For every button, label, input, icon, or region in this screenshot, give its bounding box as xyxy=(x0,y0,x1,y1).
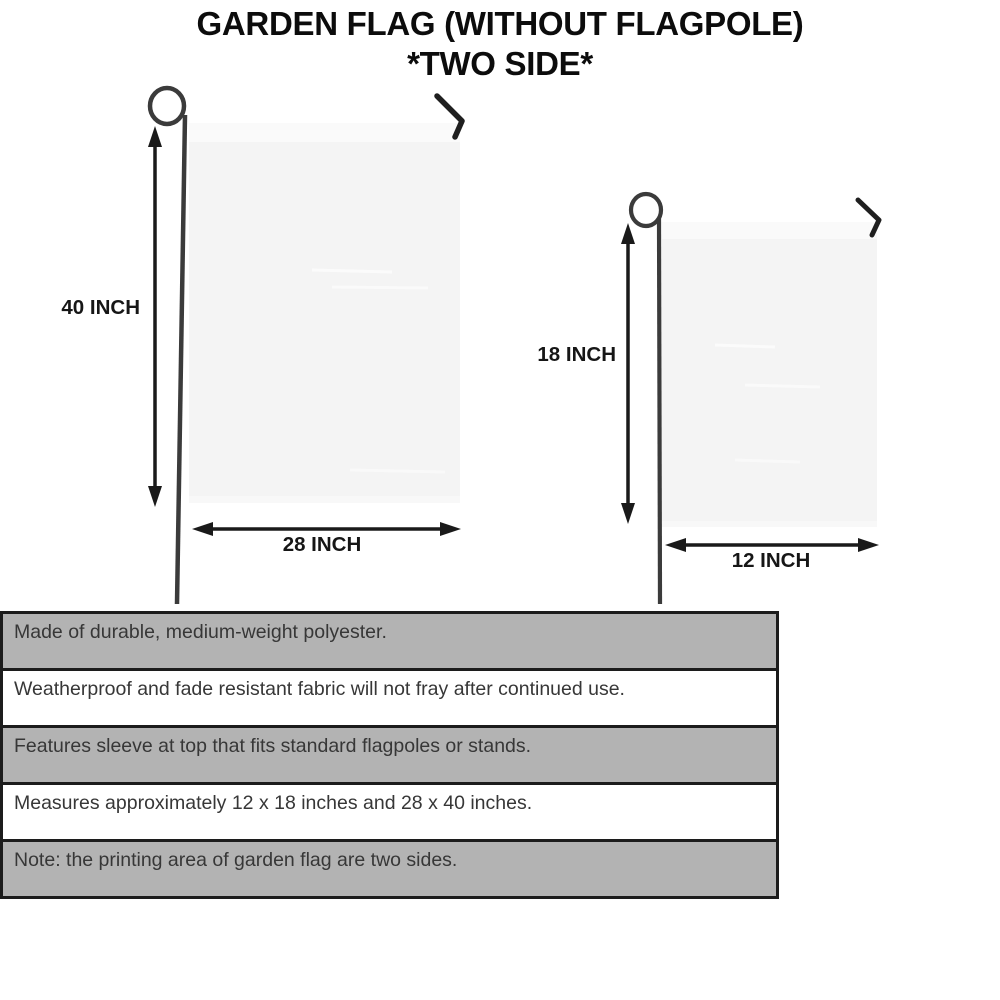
flag-wrinkle xyxy=(735,460,800,462)
small-flag-height-label: 18 INCH xyxy=(537,343,616,366)
feature-row-material: Made of durable, medium-weight polyester. xyxy=(0,611,779,671)
title-line-1: GARDEN FLAG (WITHOUT FLAGPOLE) xyxy=(196,5,804,42)
small-flag-hem xyxy=(662,521,877,527)
small-flag xyxy=(662,222,877,527)
pole-loop-icon xyxy=(631,194,661,226)
small-flag-sleeve xyxy=(662,222,877,239)
large-flag-sleeve xyxy=(189,123,460,142)
large-flag-group xyxy=(148,88,462,604)
feature-row-sleeve: Features sleeve at top that fits standard flagpoles or stands. xyxy=(0,725,779,785)
flag-wrinkle xyxy=(715,345,775,347)
large-flag-width-label: 28 INCH xyxy=(282,533,362,556)
flag-wrinkle xyxy=(745,385,820,387)
flag-wrinkle xyxy=(312,270,392,272)
features-table xyxy=(0,611,779,899)
feature-row-weatherproof: Weatherproof and fade resistant fabric will not fray after continued use. xyxy=(0,668,779,728)
large-flag-height-label: 40 INCH xyxy=(61,296,140,319)
large-flag-hem xyxy=(189,496,460,503)
large-flag xyxy=(189,123,460,503)
feature-row-note: Note: the printing area of garden flag are two sides. xyxy=(0,839,779,899)
small-flag-width-label: 12 INCH xyxy=(731,549,811,572)
small-flag-group xyxy=(621,194,879,604)
small-flag-height-arrow xyxy=(621,223,635,524)
large-flagpole xyxy=(177,115,185,604)
flag-wrinkle xyxy=(332,287,428,288)
pole-loop-icon xyxy=(150,88,184,124)
title-line-2: *TWO SIDE* xyxy=(407,45,593,82)
flag-wrinkle xyxy=(350,470,445,472)
feature-row-measures: Measures approximately 12 x 18 inches and 28 x 40 inches. xyxy=(0,782,779,842)
large-flag-height-arrow xyxy=(148,126,162,507)
small-flagpole xyxy=(659,218,660,604)
